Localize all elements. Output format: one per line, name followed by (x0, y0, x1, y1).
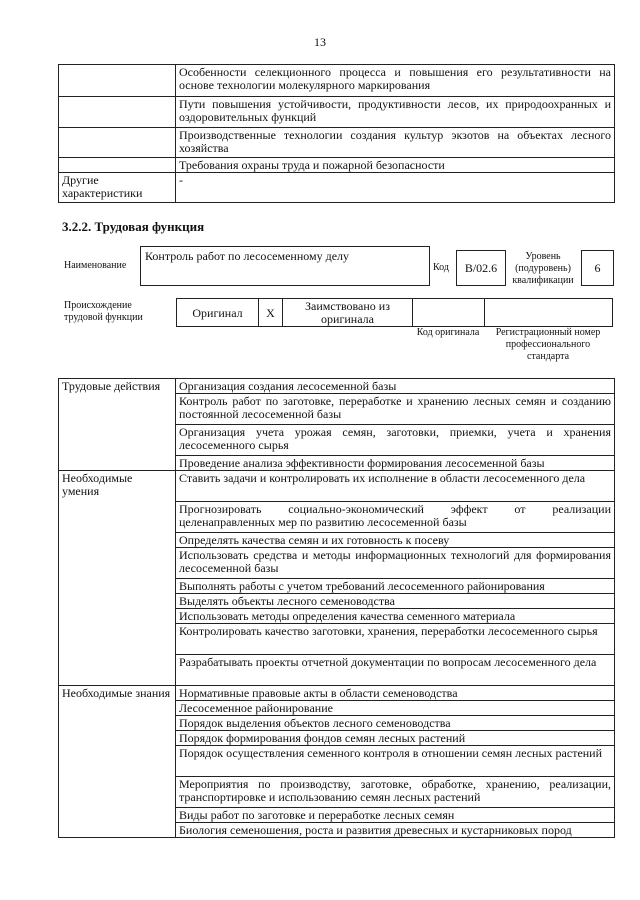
table-cell: Лесосеменное районирование (176, 701, 615, 716)
empty-cell (59, 158, 176, 173)
table-cell: Выделять объекты лесного семеноводства (176, 594, 615, 609)
empty-cell (59, 97, 176, 128)
reg-number-caption: Регистрационный номер профессионального стандарта (495, 327, 601, 362)
empty-cell (59, 65, 176, 97)
table-cell: Требования охраны труда и пожарной безопасности (176, 158, 615, 173)
table-cell: Биология семеношения, роста и развития древесных и кустарниковых пород (176, 823, 615, 838)
table-cell: Виды работ по заготовке и переработке лесных семян (176, 808, 615, 823)
table-cell: Особенности селекционного процесса и повышения его результативности на основе технологии молекулярного маркирования (176, 65, 615, 97)
row-label: Другие характеристики (59, 173, 176, 203)
table-cell: Использовать средства и методы информационных технологий для формирования лесосеменной базы (176, 548, 615, 579)
table-cell: Проведение анализа эффективности формирования лесосеменной базы (176, 456, 615, 471)
code-original-caption: Код оригинала (416, 327, 480, 338)
code-original-cell (413, 299, 485, 327)
level-value: 6 (581, 250, 614, 286)
top-table (58, 64, 615, 203)
table-cell: - (176, 173, 615, 203)
code-value: B/02.6 (456, 250, 506, 286)
name-label: Наименование (64, 260, 127, 271)
level-label: Уровень (подуровень) квалификации (512, 251, 574, 286)
table-cell: Выполнять работы с учетом требований лесосеменного районирования (176, 579, 615, 594)
table-cell: Использовать методы определения качества семенного материала (176, 609, 615, 624)
table-cell: Нормативные правовые акты в области семеноводства (176, 686, 615, 701)
table-cell: Контроль работ по заготовке, переработке и хранению лесных семян и созданию постоянной лесосеменной базы (176, 394, 615, 425)
page-number: 13 (314, 35, 326, 49)
table-cell: Порядок выделения объектов лесного семеноводства (176, 716, 615, 731)
main-table (58, 378, 615, 838)
table-cell: Ставить задачи и контролировать их исполнение в области лесосеменного дела (176, 471, 615, 502)
table-cell: Определять качества семян и их готовность к посеву (176, 533, 615, 548)
table-cell: Производственные технологии создания культур экзотов на объектах лесного хозяйства (176, 128, 615, 158)
table-cell: Организация учета урожая семян, заготовки, приемки, учета и хранения лесосеменного сырья (176, 425, 615, 456)
table-cell: Разрабатывать проекты отчетной документации по вопросам лесосеменного дела (176, 655, 615, 686)
borrowed-cell: Заимствовано из оригинала (283, 299, 413, 327)
reg-number-cell (485, 299, 613, 327)
table-cell: Мероприятия по производству, заготовке, обработке, хранению, реализации, транспортировке и использованию семян лесных растений (176, 777, 615, 808)
origin-table (176, 298, 613, 327)
origin-label: Происхождение трудовой функции (64, 300, 143, 323)
name-box (140, 246, 430, 286)
table-cell: Контролировать качество заготовки, хранения, переработки лесосеменного сырья (176, 624, 615, 655)
table-cell: Организация создания лесосеменной базы (176, 379, 615, 394)
table-cell: Прогнозировать социально-экономический эффект от реализации целенаправленных мер по развитию лесосеменной базы (176, 502, 615, 533)
table-cell: Порядок формирования фондов семян лесных растений (176, 731, 615, 746)
row-label: Необходимые знания (59, 686, 176, 838)
code-label: Код (433, 262, 449, 273)
empty-cell (59, 128, 176, 158)
row-label: Трудовые действия (59, 379, 176, 471)
row-label: Необходимые умения (59, 471, 176, 686)
section-title: 3.2.2. Трудовая функция (62, 219, 205, 234)
name-value: Контроль работ по лесосеменному делу (145, 249, 350, 263)
table-cell: Порядок осуществления семенного контроля в отношении семян лесных растений (176, 746, 615, 777)
original-mark: X (259, 299, 283, 327)
original-cell: Оригинал (177, 299, 259, 327)
table-cell: Пути повышения устойчивости, продуктивности лесов, их природоохранных и оздоровительных функций (176, 97, 615, 128)
